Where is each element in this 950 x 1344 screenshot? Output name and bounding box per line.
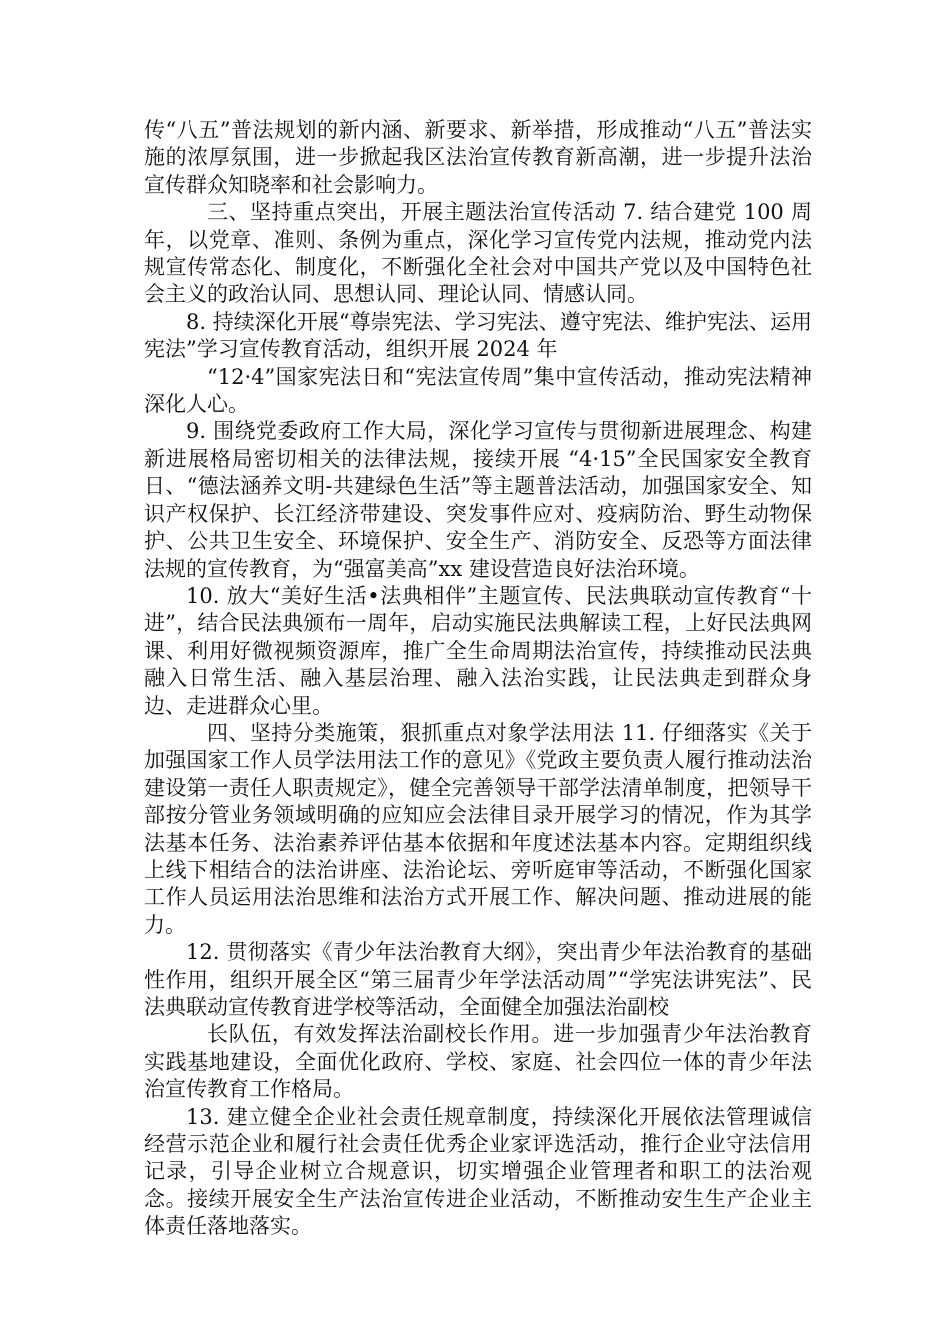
paragraph-intro-continuation: 传“八五”普法规划的新内涵、新要求、新举措，形成推动“八五”普法实施的浓厚氛围，进一步掀起我区法治宣传教育新高潮，进一步提升法治宣传群众知晓率和社会影响力。 (144, 118, 812, 197)
paragraph-item-12-continuation: 长队伍，有效发挥法治副校长作用。进一步加强青少年法治教育实践基地建设，全面优化政府、学校、家庭、社会四位一体的青少年法治宣传教育工作格局。 (144, 1022, 812, 1102)
section-three-heading-item-7: 三、坚持重点突出，开展主题法治宣传活动 7. 结合建党 100 周年，以党章、准则、条例为重点，深化学习宣传党内法规，推动党内法规宣传常态化、制度化，不断强化全社会对中国共产党以及中国特色社会主义的政治认同、思想认同、理论认同、情感认同。 (144, 200, 812, 307)
section-four-heading-item-11: 四、坚持分类施策，狠抓重点对象学法用法 11. 仔细落实《关于加强国家工作人员学法用法工作的意见》《党政主要负责人履行推动法治建设第一责任人职责规定》，健全完善领导干部学法清单制度，把领导干部按分管业务领域明确的应知应会法律目录开展学习的情况，作为其学法基本任务、法治素养评估基本依据和年度述法基本内容。定期组织线上线下相结合的法治讲座、法治论坛、旁听庭审等活动，不断强化国家工作人员运用法治思维和法治方式开展工作、解决问题、推动进展的能力。 (144, 720, 812, 937)
paragraph-item-13: 13. 建立健全企业社会责任规章制度，持续深化开展依法管理诚信经营示范企业和履行社会责任优秀企业家评选活动，推行企业守法信用记录，引导企业树立合规意识，切实增强企业管理者和职工的法治观念。接续开展安全生产法治宣传进企业活动，不断推动安生生产企业主体责任落地落实。 (144, 1104, 812, 1239)
paragraph-item-8: 8. 持续深化开展“尊崇宪法、学习宪法、遵守宪法、维护宪法、运用宪法”学习宣传教育活动，组织开展 2024 年 (144, 309, 812, 362)
document-body (144, 117, 812, 1241)
paragraph-item-12: 12. 贯彻落实《青少年法治教育大纲》，突出青少年法治教育的基础性作用，组织开展全区“第三届青少年学法活动周”“学宪法讲宪法”、民法典联动宣传教育进学校等活动，全面健全加强法治副校 (144, 940, 812, 1019)
paragraph-item-10: 10. 放大“美好生活•法典相伴”主题宣传、民法典联动宣传教育“十进”，结合民法典颁布一周年，启动实施民法典解读工程，上好民法典网课、利用好微视频资源库，推广全生命周期法治宣传，持续推动民法典融入日常生活、融入基层治理、融入法治实践，让民法典走到群众身边、走进群众心里。 (144, 583, 812, 718)
paragraph-item-9: 9. 围绕党委政府工作大局，深化学习宣传与贯彻新进展理念、构建新进展格局密切相关的法律法规，接续开展 “4·15”全民国家安全教育日、“德法涵养文明-共建绿色生活”等主题普法活动，加强国家安全、知识产权保护、长江经济带建设、突发事件应对、疫病防治、野生动物保护、公共卫生安全、环境保护、安全生产、消防安全、反恐等方面法律法规的宣传教育，为“强富美高”xx 建设营造良好法治环境。 (144, 419, 812, 581)
paragraph-item-8-continuation: “12·4”国家宪法日和“宪法宣传周”集中宣传活动，推动宪法精神深化人心。 (144, 364, 812, 417)
